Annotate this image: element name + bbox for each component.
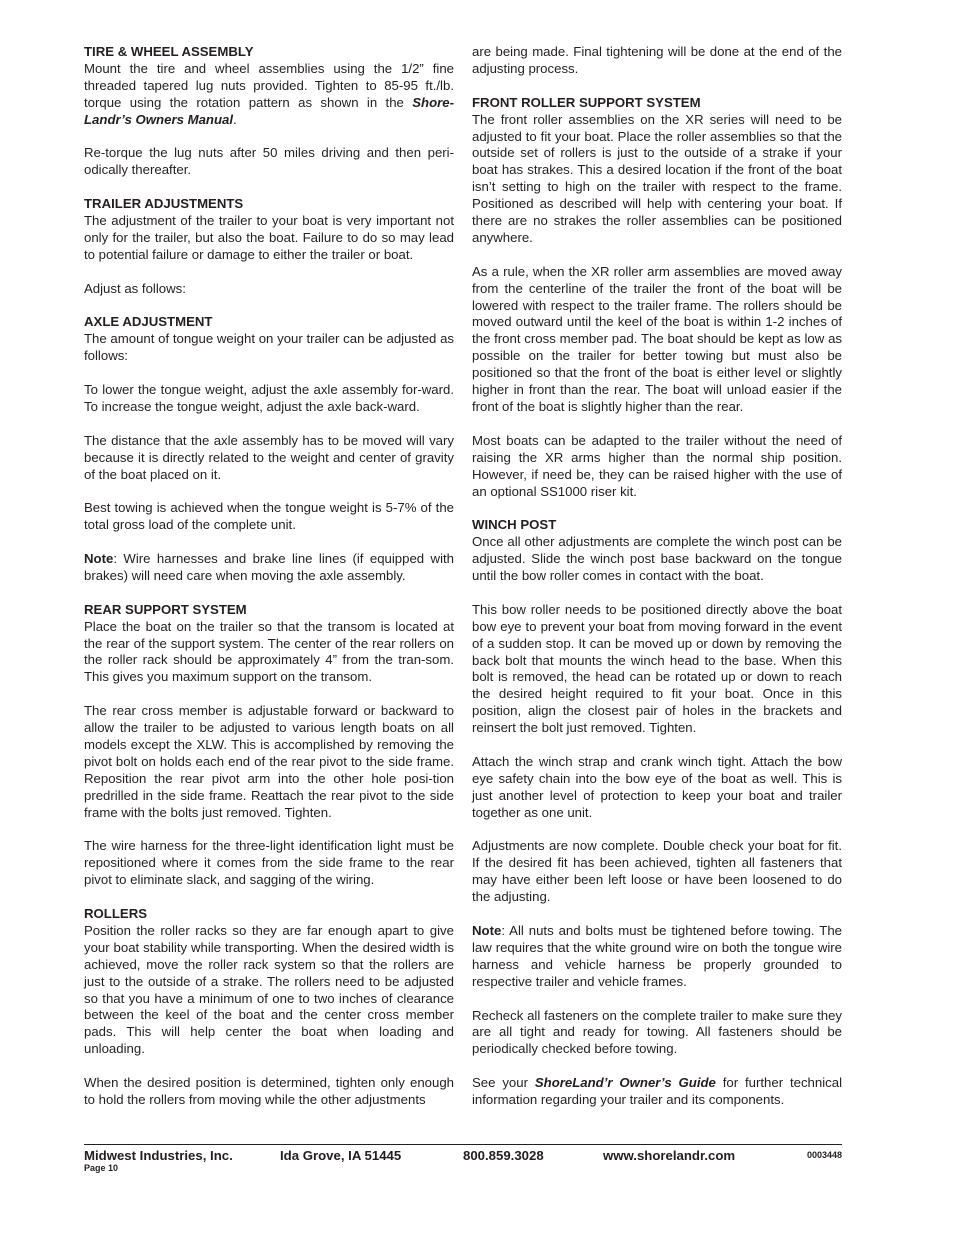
paragraph: Most boats can be adapted to the trailer without the need of raising the XR arms higher than the normal ship position. However, if need be, they can be raised higher with the use of an optional SS1000 riser kit.	[472, 432, 842, 499]
footer-doc-code: 0003448	[806, 1150, 842, 1160]
paragraph: The adjustment of the trailer to your boat is very important not only for the trailer, but also the boat. Failure to do so may lead to potential failure or damage to either the trailer or boat.	[84, 213, 454, 262]
note-label: Note	[84, 551, 114, 567]
paragraph: Adjustments are now complete. Double check your boat for fit. If the desired fit has been achieved, tighten all fasteners that may have either been left loose or have been loosened to do the adjusting.	[472, 838, 842, 905]
section-heading-rollers: ROLLERS	[84, 906, 148, 922]
section-heading-front-roller: FRONT ROLLER SUPPORT SYSTEM	[472, 94, 701, 110]
footer-company: Midwest Industries, Inc.	[84, 1148, 233, 1163]
paragraph: Once all other adjustments are complete the winch post can be adjusted. Slide the winch post base backward on the tongue until the bow roller comes in contact with the boat.	[472, 534, 842, 584]
left-column	[84, 44, 454, 1109]
text: for further technical information regarding your trailer and its components.	[472, 1075, 843, 1108]
paragraph: The rear cross member is adjustable forward or backward to allow the trailer to be adjusted to various length boats on all models except the XLW. This is accomplished by removing the pivot bolt on holds each end of the rear pivot to the side frame. Reposition the rear pivot arm into the other hole posi-tion predrilled in the side frame. Reattach the rear pivot to the side frame with the bolts just removed. Tighten.	[84, 703, 454, 820]
section-heading-trailer-adjustments: TRAILER ADJUSTMENTS	[84, 196, 244, 212]
text: Mount the tire and wheel assemblies using the 1/2” fine threaded tapered lug nuts provided. Tighten to 85-95 ft./lb. torque using the rotation pattern as shown in the	[84, 60, 454, 110]
note-label: Note	[472, 923, 502, 938]
paragraph: The amount of tongue weight on your trailer can be adjusted as follows:	[84, 331, 454, 364]
paragraph	[472, 1075, 842, 1109]
footer-divider	[84, 1144, 842, 1145]
right-column	[472, 44, 842, 1109]
paragraph: This bow roller needs to be positioned directly above the boat bow eye to prevent your boat from moving forward in the event of a sudden stop. It can be moved up or down by removing the back bolt that mounts the winch head to the base. When this bolt is removed, the head can be rotated up or down to reach the desired height required to fit your boat. Once in this position, align the closest pair of holes in the brackets and reinsert the bolt just removed. Tighten.	[472, 601, 842, 736]
paragraph: To lower the tongue weight, adjust the axle assembly for-ward. To increase the tongue weight, adjust the axle back-ward.	[84, 382, 454, 414]
text: : Wire harnesses and brake line lines (if equipped with brakes) will need care when moving the axle assembly.	[84, 551, 454, 583]
paragraph: Recheck all fasteners on the complete trailer to make sure they are all tight and ready for towing. All fasteners should be periodically checked before towing.	[472, 1007, 842, 1057]
paragraph: Attach the winch strap and crank winch tight. Attach the bow eye safety chain into the bow eye of the boat as well. This is just another level of protection to keep your boat and trailer together as one unit.	[472, 753, 842, 820]
section-heading-winch-post: WINCH POST	[472, 517, 557, 533]
paragraph: The front roller assemblies on the XR series will need to be adjusted to fit your boat. Place the roller assemblies so that the outside set of rollers is just to the outside of a strake if your boat has strakes. This a desired location if the front of the boat isn’t setting to high on the trailer with respect to the frame. Positioned as described will help with centering your boat. If there are no strakes the roller assemblies can be positioned anywhere.	[472, 111, 842, 245]
paragraph: Re-torque the lug nuts after 50 miles driving and then peri-odically thereafter.	[84, 145, 454, 178]
footer-phone: 800.859.3028	[463, 1148, 544, 1163]
guide-title: ShoreLand’r Owner’s Guide	[534, 1075, 716, 1091]
note-paragraph	[84, 551, 454, 585]
section-heading-axle-adjustment: AXLE ADJUSTMENT	[84, 314, 213, 330]
paragraph: Adjust as follows:	[84, 280, 186, 296]
paragraph: are being made. Final tightening will be done at the end of the adjusting process.	[472, 44, 842, 76]
text: .	[233, 111, 237, 127]
paragraph: When the desired position is determined, tighten only enough to hold the rollers from moving while the other adjustments	[84, 1075, 454, 1107]
paragraph: Position the roller racks so they are far enough apart to give your boat stability while transporting. When the desired width is achieved, move the roller rack system so that the rollers are just to the outside of a strake. The rollers need to be adjusted so that you have a minimum of one to two inches of clearance between the keel of the boat and the center cross member pads. This will help center the boat when loading and unloading.	[84, 922, 454, 1057]
paragraph: As a rule, when the XR roller arm assemblies are moved away from the centerline of the trailer the front of the boat will be lowered with respect to the trailer frame. The rollers should be moved outward until the keel of the boat is within 1-2 inches of the front cross member pad. The boat should be kept as low as possible on the trailer for better towing but must also be positioned so that the front of the boat is either level or slightly higher in front than the rear. The boat will unload easier if the front of the boat is slightly higher than the rear.	[472, 263, 842, 414]
paragraph: Place the boat on the trailer so that the transom is located at the rear of the support system. The center of the rear rollers on the roller rack should be approximately 4” from the tran-som. This gives you maximum support on the transom.	[84, 618, 454, 685]
page-number: Page 10	[84, 1163, 119, 1173]
text: : All nuts and bolts must be tightened before towing. The law requires that the white ground wire on both the tongue wire harness and vehicle harness be properly grounded to respective trailer and vehicle frames.	[472, 923, 842, 989]
paragraph	[84, 61, 454, 129]
section-heading-rear-support: REAR SUPPORT SYSTEM	[84, 601, 247, 617]
manual-title: Shore-Landr’s Owners Manual	[84, 94, 454, 127]
paragraph: Best towing is achieved when the tongue weight is 5-7% of the total gross load of the complete unit.	[84, 500, 454, 533]
paragraph: The distance that the axle assembly has to be moved will vary because it is directly related to the weight and center of gravity of the boat placed on it.	[84, 432, 454, 482]
footer-city: Ida Grove, IA 51445	[280, 1148, 402, 1163]
section-heading-tire-wheel: TIRE & WHEEL ASSEMBLY	[84, 44, 254, 59]
footer-website: www.shorelandr.com	[603, 1148, 736, 1163]
note-paragraph	[472, 923, 842, 991]
text: See your	[472, 1075, 535, 1091]
paragraph: The wire harness for the three-light identification light must be repositioned where it comes from the side frame to the rear pivot to eliminate slack, and sagging of the wiring.	[84, 838, 454, 888]
